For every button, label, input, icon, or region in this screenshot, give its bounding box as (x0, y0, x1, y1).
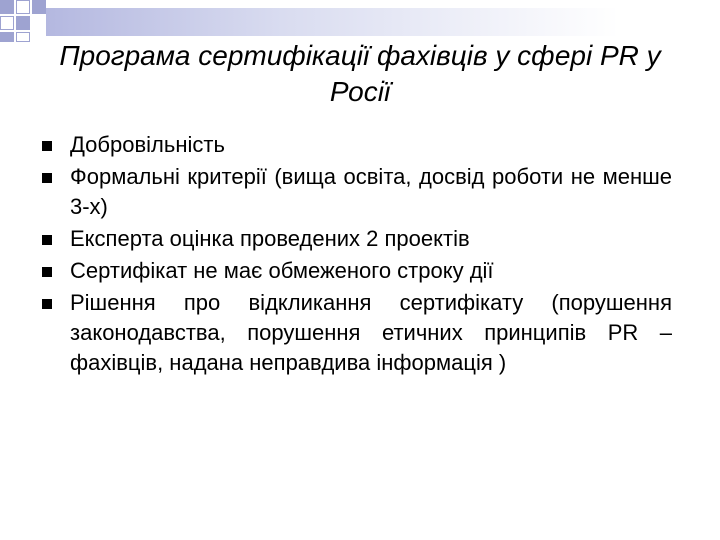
decor-square-5 (16, 16, 30, 30)
bullet-item (38, 288, 672, 378)
bullet-item (38, 162, 672, 222)
decor-square-2 (16, 0, 30, 14)
bullet-text: Експерта оцінка проведених 2 проектів (70, 226, 470, 251)
bullet-item (38, 224, 672, 254)
decor-header-bar (46, 8, 720, 36)
bullet-text: Сертифікат не має обмеженого строку дії (70, 258, 494, 283)
bullet-item (38, 256, 672, 286)
square-bullet-icon (42, 267, 52, 277)
bullet-text: Рішення про відкликання сертифікату (порушення законодавства, порушення етичних принципів PR – фахівців, надана неправдива інформація ) (70, 290, 672, 375)
decor-square-3 (32, 0, 46, 14)
bullet-item (38, 130, 672, 160)
slide-title: Програма сертифікації фахівців у сфері PR у Росії (59, 40, 661, 107)
decor-square-1 (0, 0, 14, 14)
square-bullet-icon (42, 173, 52, 183)
decor-square-7 (16, 32, 30, 42)
decor-square-4 (0, 16, 14, 30)
bullet-list (38, 130, 672, 380)
square-bullet-icon (42, 235, 52, 245)
decor-square-6 (0, 32, 14, 42)
square-bullet-icon (42, 141, 52, 151)
bullet-text: Формальні критерії (вища освіта, досвід роботи не менше 3-х) (70, 164, 672, 219)
square-bullet-icon (42, 299, 52, 309)
bullet-text: Добровільність (70, 132, 225, 157)
